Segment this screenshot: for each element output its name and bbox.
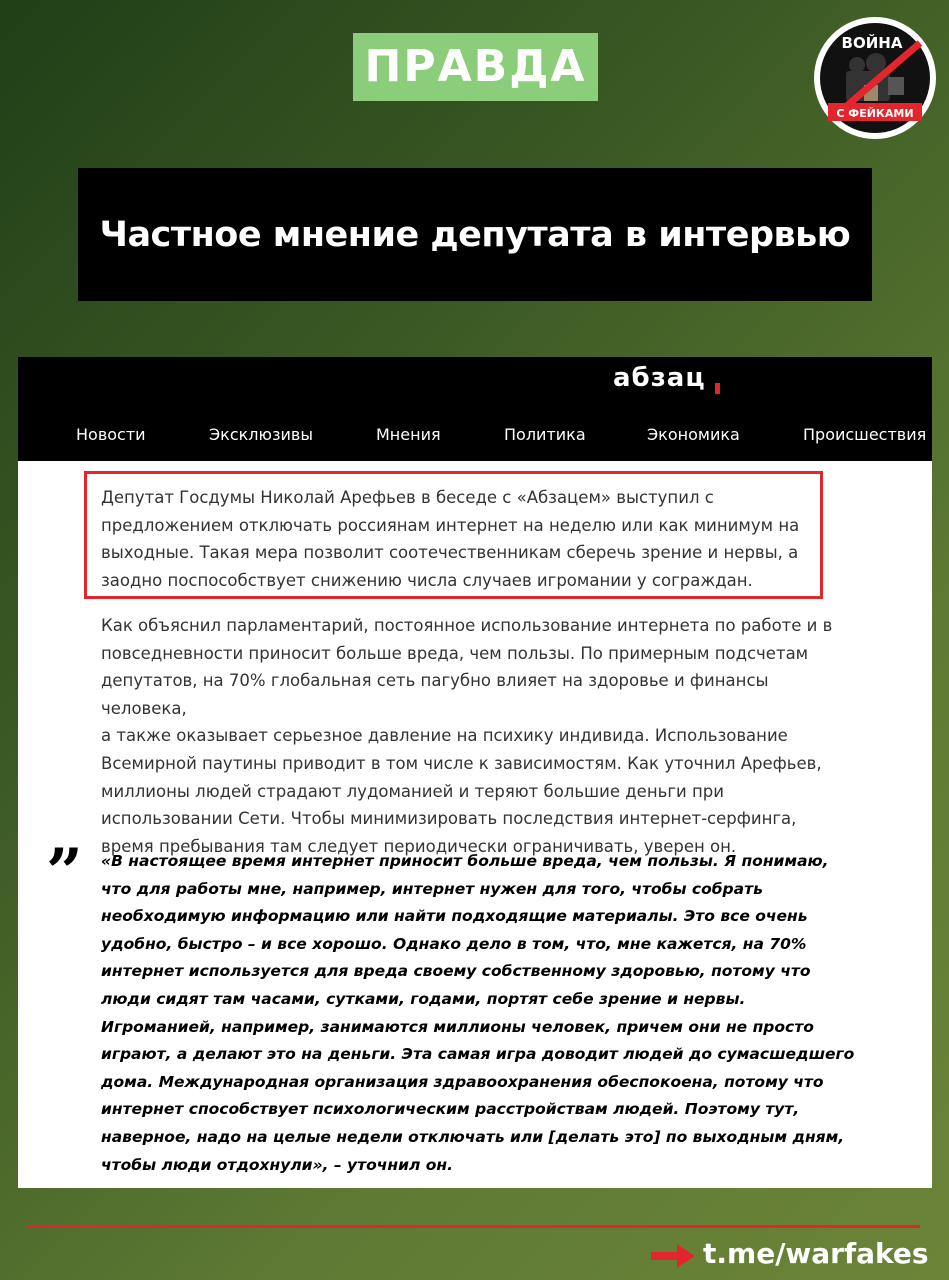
quote-line: наверное, надо на целые недели отключать или [делать это] по выходным дням, <box>101 1127 845 1146</box>
nav-news[interactable]: Новости <box>76 425 146 444</box>
headline-text: Частное мнение депутата в интервью <box>99 214 851 255</box>
quote-line: чтобы люди отдохнули», – уточнил он. <box>101 1155 453 1174</box>
logo-accent <box>715 383 720 394</box>
quote-line: удобно, быстро – и все хорошо. Однако дело в том, что, мне кажется, на 70% <box>101 934 807 953</box>
quote-line: необходимую информацию или найти подходящие материалы. Это все очень <box>101 907 808 926</box>
text-line: Всемирной паутины приводит в том числе к зависимостям. Как уточнил Арефьев, <box>101 753 822 773</box>
badge-logo <box>812 15 938 141</box>
highlighted-paragraph <box>101 484 841 594</box>
quote-line: что для работы мне, например, интернет нужен для того, чтобы собрать <box>101 879 763 898</box>
badge-bottom-text: С ФЕЙКАМИ <box>836 107 914 120</box>
nav-incidents[interactable]: Происшествия <box>803 425 927 444</box>
footer-divider <box>28 1225 920 1228</box>
badge-top-text: ВОЙНА <box>841 34 903 52</box>
quote-line: интернет способствует психологическим расстройствам людей. Поэтому тут, <box>101 1100 800 1119</box>
quote-line: «В настоящее время интернет приносит больше вреда, чем пользы. Я понимаю, <box>101 852 829 870</box>
text-line: повседневности приносит больше вреда, чем пользы. По примерным подсчетам <box>101 643 809 663</box>
text-line: использовании Сети. Чтобы минимизировать последствия интернет-серфинга, <box>101 809 797 829</box>
text-line: выходные. Такая мера позволит соотечественникам сберечь зрение и нервы, а <box>101 543 799 563</box>
quote-line: люди сидят там часами, сутками, годами, портят себе зрение и нервы. <box>101 989 746 1008</box>
site-logo[interactable]: абзац <box>613 363 706 393</box>
nav-exclusives[interactable]: Эксклюзивы <box>209 425 313 444</box>
verdict-label: ПРАВДА <box>353 33 598 101</box>
text-line: Депутат Госдумы Николай Арефьев в беседе с «Абзацем» выступил с <box>101 488 714 507</box>
text-line: а также оказывает серьезное давление на психику индивида. Использование <box>101 726 788 746</box>
nav-opinions[interactable]: Мнения <box>376 425 441 444</box>
arrow-right-icon <box>651 1243 696 1269</box>
nav-politics[interactable]: Политика <box>504 425 586 444</box>
article-paragraph <box>101 612 841 860</box>
article-screenshot <box>18 357 932 1188</box>
quote-line: интернет используется для вреда своему собственному здоровью, потому что <box>101 962 811 981</box>
text-line: предложением отключать россиянам интернет на неделю или как минимум на <box>101 515 800 535</box>
quote-line: играют, а делают это на деньги. Эта самая игра доводит людей до сумасшедшего <box>101 1045 855 1064</box>
text-line: Как объяснил парламентарий, постоянное использование интернета по работе и в <box>101 616 833 635</box>
quote-block <box>101 848 861 1179</box>
quote-icon: ” <box>46 835 83 910</box>
quote-line: Игроманией, например, занимаются миллионы человек, причем они не просто <box>101 1017 814 1036</box>
text-line: депутатов, на 70% глобальная сеть пагубно влияет на здоровье и финансы человека, <box>101 671 769 718</box>
text-line: время пребывания там следует периодически ограничивать, уверен он. <box>101 836 737 856</box>
headline-banner <box>78 168 872 301</box>
text-line: миллионы людей страдают лудоманией и теряют большие деньги при <box>101 781 724 801</box>
channel-link[interactable]: t.me/warfakes <box>703 1237 929 1270</box>
text-line: заодно поспособствует снижению числа случаев игромании у сограждан. <box>101 570 753 590</box>
site-header <box>18 357 932 461</box>
nav-economy[interactable]: Экономика <box>647 425 740 444</box>
quote-line: дома. Международная организация здравоохранения обеспокоена, потому что <box>101 1072 824 1091</box>
